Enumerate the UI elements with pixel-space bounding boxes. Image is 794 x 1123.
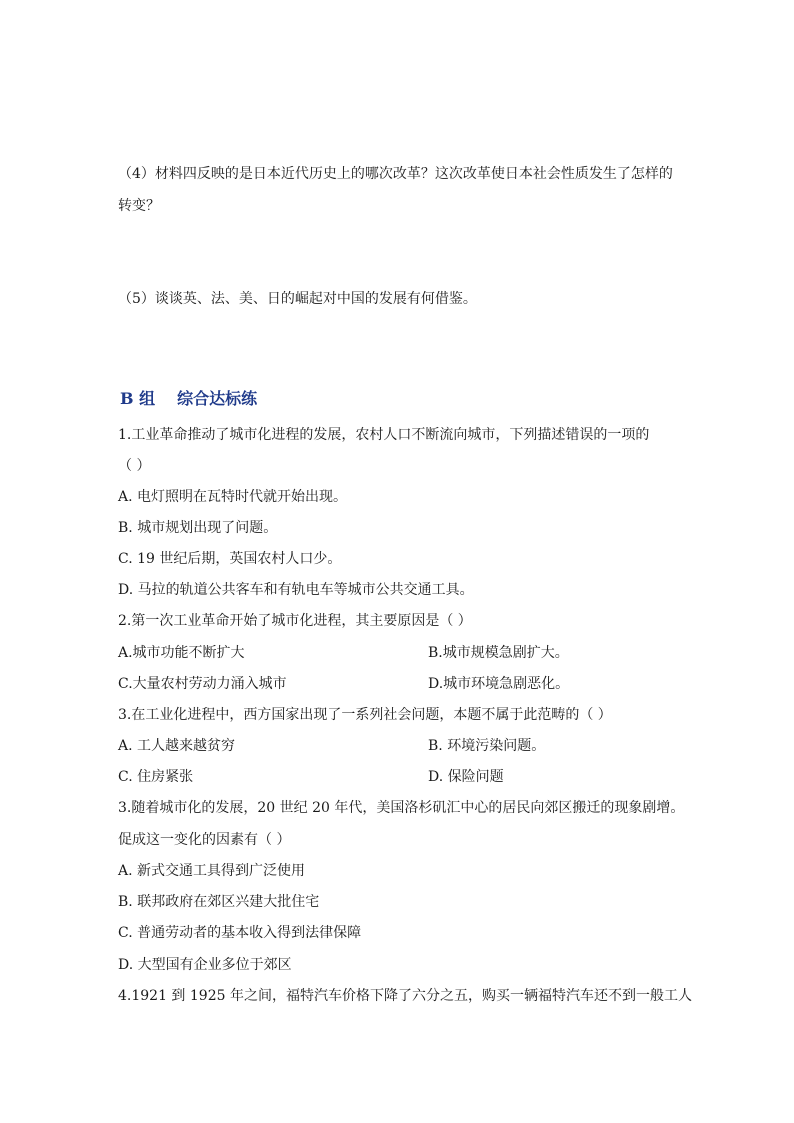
q3b-stem-line1: 3.随着城市化的发展，20 世纪 20 年代，美国洛杉矶汇中心的居民向郊区搬迁的现象剧增。 (118, 800, 685, 816)
q3-option-b: B. 环境污染问题。 (428, 738, 546, 754)
q1-option-c: C. 19 世纪后期，英国农村人口少。 (118, 551, 342, 567)
q2-option-b: B.城市规模急剧扩大。 (428, 645, 569, 661)
q3b-option-b: B. 联邦政府在郊区兴建大批住宅 (118, 894, 320, 910)
q2-option-d: D.城市环境急剧恶化。 (428, 676, 570, 692)
q1-stem-line2: （ ） (118, 458, 151, 474)
q3b-option-c: C. 普通劳动者的基本收入得到法律保障 (118, 925, 362, 941)
q2-option-a: A.城市功能不断扩大 (118, 645, 245, 661)
q3b-stem-line2: 促成这一变化的因素有（ ） (118, 832, 291, 848)
q3-option-a: A. 工人越来越贫穷 (118, 738, 236, 754)
q2-option-c: C.大量农村劳动力涌入城市 (118, 676, 287, 692)
q3b-option-d: D. 大型国有企业多位于郊区 (118, 957, 292, 973)
q3-option-c: C. 住房紧张 (118, 769, 194, 785)
section-heading (120, 386, 257, 409)
q3-stem: 3.在工业化进程中，西方国家出现了一系列社会问题，本题不属于此范畴的（ ） (118, 707, 612, 723)
q4-stem-line1: 4.1921 到 1925 年之间，福特汽车价格下降了六分之五，购买一辆福特汽车还不到一般工人 (118, 988, 692, 1004)
q1-option-d: D. 马拉的轨道公共客车和有轨电车等城市公共交通工具。 (118, 582, 474, 598)
question-4-text-line2: 转变？ (118, 198, 160, 214)
question-5-text: （5）谈谈英、法、美、日的崛起对中国的发展有何借鉴。 (118, 291, 477, 307)
q1-stem-line1: 1.工业革命推动了城市化进程的发展，农村人口不断流向城市，下列描述错误的一项的 (118, 427, 650, 443)
section-label: B 组 (120, 389, 156, 408)
section-title: 综合达标练 (177, 389, 258, 408)
q1-option-a: A. 电灯照明在瓦特时代就开始出现。 (118, 489, 348, 505)
question-4-text-line1: （4）材料四反映的是日本近代历史上的哪次改革？这次改革使日本社会性质发生了怎样的 (118, 166, 673, 182)
q3b-option-a: A. 新式交通工具得到广泛使用 (118, 863, 306, 879)
q1-option-b: B. 城市规划出现了问题。 (118, 520, 278, 536)
q3-option-d: D. 保险问题 (428, 769, 504, 785)
q2-stem: 2.第一次工业革命开始了城市化进程，其主要原因是（ ） (118, 613, 472, 629)
